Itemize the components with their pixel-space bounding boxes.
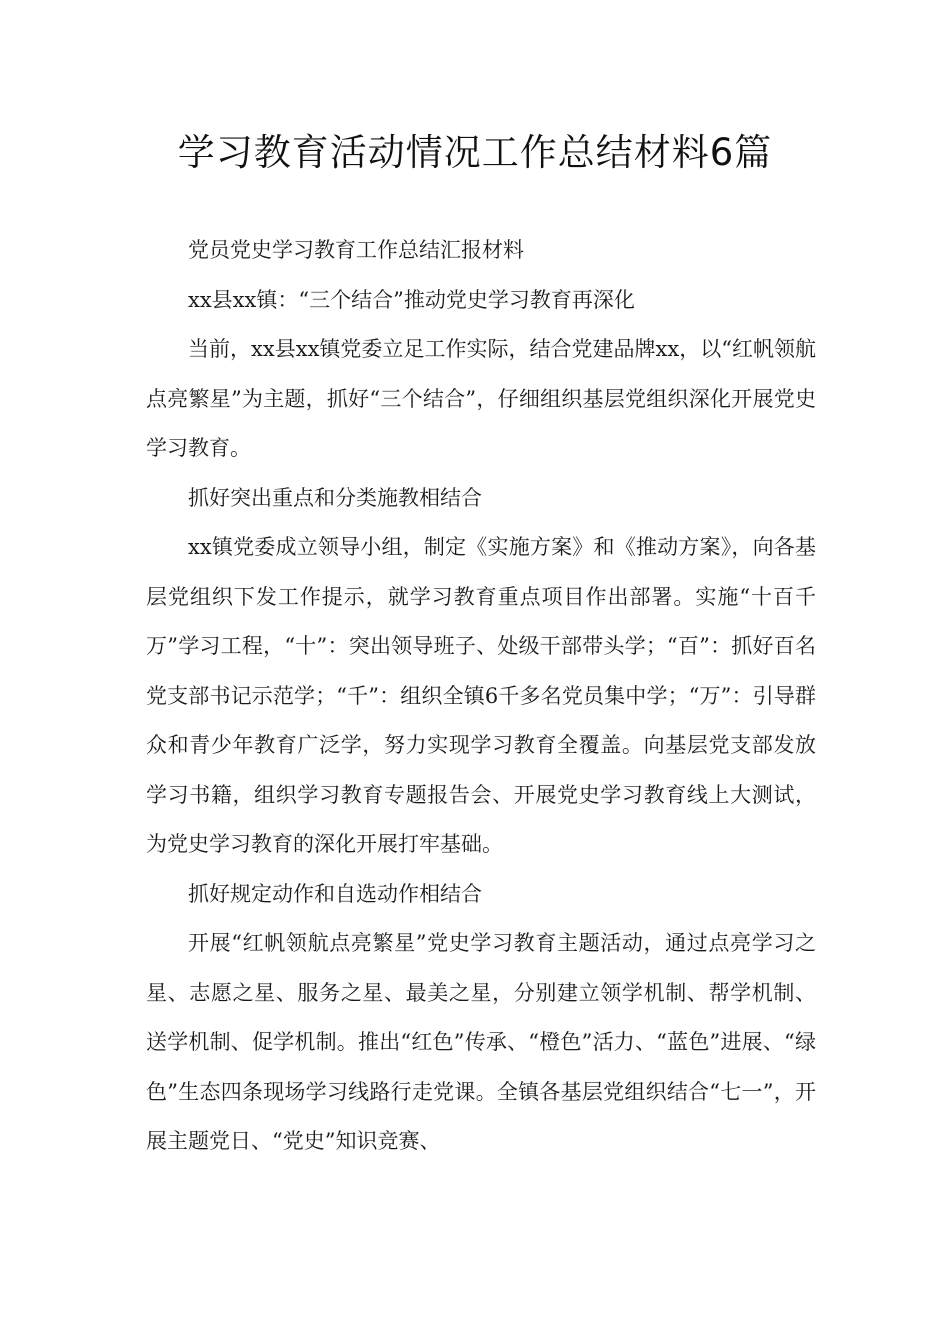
- paragraph-body-2: 开展“红帆领航点亮繁星”党史学习教育主题活动，通过点亮学习之星、志愿之星、服务之星、最美之星，分别建立领学机制、帮学机制、送学机制、促学机制。推出“红色”传承、“橙色”活力、“蓝色”进展、“绿色”生态四条现场学习线路行走党课。全镇各基层党组织结合“七一”，开展主题党日、“党史”知识竞赛、: [146, 931, 816, 1153]
- paragraph-intro: 当前，xx县xx镇党委立足工作实际，结合党建品牌xx，以“红帆领航点亮繁星”为主题，抓好“三个结合”，仔细组织基层党组织深化开展党史学习教育。: [146, 337, 816, 460]
- paragraph-body-1: xx镇党委成立领导小组，制定《实施方案》和《推动方案》，向各基层党组织下发工作提示，就学习教育重点项目作出部署。实施“十百千万”学习工程，“十”：突出领导班子、处级干部带头学；“百”：抓好百名党支部书记示范学；“千”：组织全镇6千多名党员集中学；“万”：引导群众和青少年教育广泛学，努力实现学习教育全覆盖。向基层党支部发放学习书籍，组织学习教育专题报告会、开展党史学习教育线上大测试，为党史学习教育的深化开展打牢基础。: [146, 535, 816, 856]
- paragraph-heading-2: 抓好规定动作和自选动作相结合: [188, 881, 482, 906]
- document-title: 学习教育活动情况工作总结材料6篇: [177, 131, 773, 174]
- paragraph-subtitle: xx县xx镇：“三个结合”推动党史学习教育再深化: [188, 287, 635, 312]
- document-body: [146, 226, 816, 1167]
- paragraph-section-heading: 党员党史学习教育工作总结汇报材料: [188, 238, 524, 262]
- paragraph-heading-1: 抓好突出重点和分类施教相结合: [188, 485, 482, 510]
